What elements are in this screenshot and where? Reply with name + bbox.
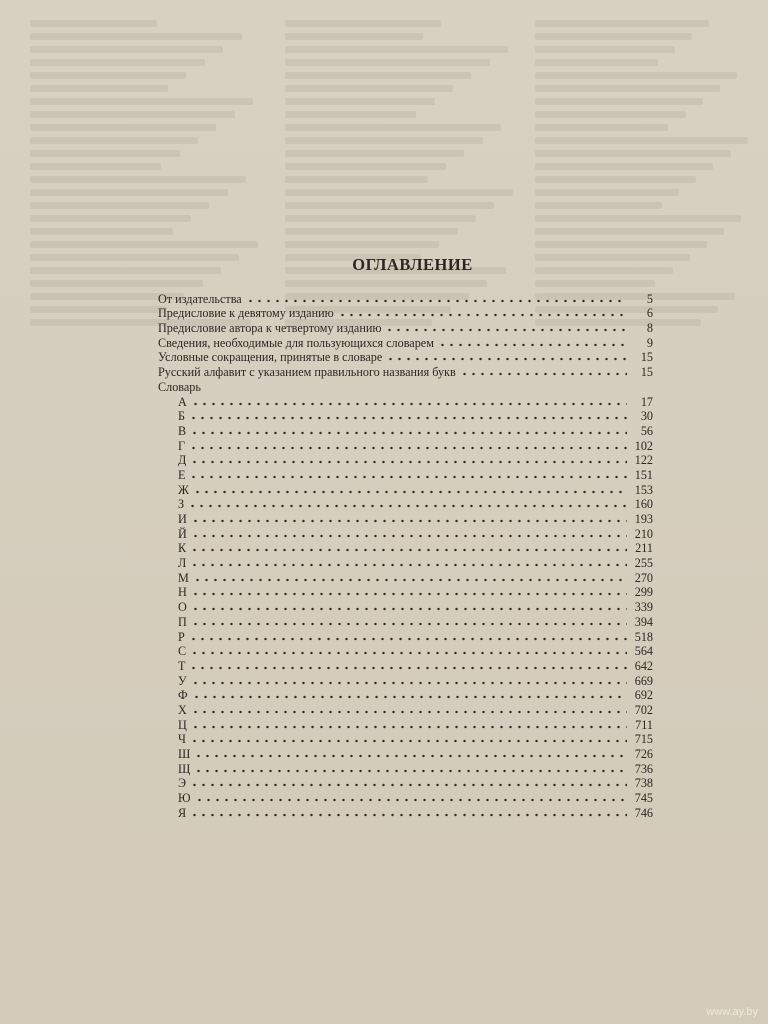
bleed-through-line <box>285 98 435 105</box>
toc-letter-label: П <box>178 614 187 629</box>
dot-leader <box>338 308 627 318</box>
dot-leader <box>191 587 627 597</box>
toc-letter-page: 702 <box>634 702 653 717</box>
bleed-through-line <box>285 20 441 27</box>
dot-leader <box>188 499 627 509</box>
dot-leader <box>190 558 627 568</box>
toc-letter-label: Ц <box>178 717 187 732</box>
bleed-through-line <box>30 59 205 66</box>
toc-letter-entry[interactable] <box>158 673 653 688</box>
toc-letter-entry[interactable] <box>158 482 653 497</box>
toc-letter-entry[interactable] <box>158 746 653 761</box>
toc-letter-page: 17 <box>640 394 653 409</box>
bleed-through-line <box>285 202 494 209</box>
bleed-through-line <box>285 241 439 248</box>
dot-leader <box>191 602 627 612</box>
toc-letter-entry[interactable] <box>158 423 653 438</box>
toc-letter-label: О <box>178 600 187 615</box>
bleed-through-line <box>535 241 707 248</box>
bleed-through-line <box>285 72 471 79</box>
bleed-through-line <box>285 46 508 53</box>
bleed-through-line <box>535 176 696 183</box>
bleed-through-line <box>535 98 703 105</box>
toc-letter-entry[interactable] <box>158 790 653 805</box>
toc-letter-entry[interactable] <box>158 599 653 614</box>
toc-letter-entry[interactable] <box>158 467 653 482</box>
bleed-through-line <box>30 85 168 92</box>
toc-letter-page: 210 <box>634 526 653 541</box>
dot-leader <box>190 646 627 656</box>
toc-letter-page: 102 <box>634 438 653 453</box>
dot-leader <box>438 338 627 348</box>
toc-letter-entry[interactable] <box>158 688 653 703</box>
bleed-through-line <box>285 215 476 222</box>
bleed-through-line <box>30 33 242 40</box>
toc-letter-page: 738 <box>634 776 653 791</box>
dot-leader <box>190 455 627 465</box>
toc-entry[interactable] <box>158 291 653 306</box>
dot-leader <box>191 397 627 407</box>
bleed-through-line <box>30 150 180 157</box>
dot-leader <box>191 720 627 730</box>
dot-leader <box>193 485 627 495</box>
toc-letter-entry[interactable] <box>158 555 653 570</box>
bleed-through-line <box>285 150 464 157</box>
dot-leader <box>190 808 627 818</box>
toc-entry[interactable] <box>158 350 653 365</box>
toc-letter-label: Ч <box>178 732 186 747</box>
bleed-through-line <box>535 85 720 92</box>
bleed-through-line <box>30 306 166 313</box>
bleed-through-line <box>30 189 228 196</box>
bleed-through-line <box>30 111 235 118</box>
watermark: www.ay.by <box>706 1006 758 1018</box>
bleed-through-line <box>285 137 483 144</box>
bleed-through-line <box>535 228 724 235</box>
bleed-through-line <box>285 176 428 183</box>
bleed-through-line <box>285 85 453 92</box>
toc-entry-label: Русский алфавит с указанием правильного названия букв <box>158 365 456 380</box>
bleed-through-line <box>535 20 709 27</box>
bleed-through-line <box>535 150 731 157</box>
toc-letter-page: 122 <box>634 453 653 468</box>
bleed-through-line <box>30 241 258 248</box>
toc-letter-page: 746 <box>634 805 653 820</box>
toc-entry-page: 9 <box>646 335 653 350</box>
toc-letter-page: 160 <box>634 497 653 512</box>
toc-entry-page: 15 <box>640 365 653 380</box>
toc-entry-label: Предисловие автора к четвертому изданию <box>158 321 382 336</box>
bleed-through-line <box>30 215 191 222</box>
toc-letter-page: 339 <box>634 600 653 615</box>
toc-entry-page: 5 <box>646 291 653 306</box>
dot-leader <box>192 690 627 700</box>
bleed-through-line <box>30 72 186 79</box>
toc-letter-entry[interactable] <box>158 541 653 556</box>
toc-letter-entry[interactable] <box>158 394 653 409</box>
toc-letter-label: Г <box>178 438 186 453</box>
toc-letter-label: Т <box>178 658 186 673</box>
toc-letter-label: Д <box>178 453 187 468</box>
toc-letter-label: А <box>178 394 187 409</box>
toc-letter-page: 211 <box>635 541 653 556</box>
toc-letter-label: Й <box>178 526 187 541</box>
bleed-through-line <box>30 202 209 209</box>
toc-letter-entry[interactable] <box>158 409 653 424</box>
toc-entry[interactable] <box>158 320 653 335</box>
toc-letter-label: Б <box>178 409 185 424</box>
bleed-through-line <box>535 46 675 53</box>
toc-letter-label: Ж <box>178 482 189 497</box>
bleed-through-line <box>535 33 692 40</box>
bleed-through-line <box>285 228 458 235</box>
bleed-through-line <box>30 163 161 170</box>
toc-letter-list <box>158 394 653 820</box>
toc-letter-entry[interactable] <box>158 453 653 468</box>
toc-entry-label: Предисловие к девятому изданию <box>158 306 334 321</box>
bleed-through-line <box>535 59 658 66</box>
bleed-through-line <box>30 98 253 105</box>
dot-leader <box>194 764 627 774</box>
toc-letter-label: Щ <box>178 761 191 776</box>
bleed-through-line <box>30 137 198 144</box>
toc-letter-label: Ю <box>178 791 191 806</box>
dot-leader <box>193 573 627 583</box>
toc-entry[interactable] <box>158 335 653 350</box>
toc-letter-entry[interactable] <box>158 702 653 717</box>
dot-leader <box>191 705 627 715</box>
toc-letter-page: 193 <box>634 512 653 526</box>
toc-letter-entry[interactable] <box>158 776 653 791</box>
toc-letter-label: Н <box>178 585 187 600</box>
dot-leader <box>191 529 627 539</box>
toc-letter-page: 642 <box>634 658 653 673</box>
bleed-through-line <box>30 124 216 131</box>
toc-letter-page: 153 <box>634 482 653 497</box>
dot-leader <box>385 323 627 333</box>
toc-letter-entry[interactable] <box>158 658 653 673</box>
dot-leader <box>189 632 627 642</box>
dot-leader <box>386 352 627 362</box>
bleed-through-line <box>30 46 223 53</box>
toc-entry[interactable] <box>158 379 653 394</box>
toc-entry-page: 15 <box>640 350 653 365</box>
toc-letter-entry[interactable] <box>158 761 653 776</box>
toc-letter-page: 270 <box>634 570 653 585</box>
bleed-through-line <box>285 189 513 196</box>
toc-title: ОГЛАВЛЕНИЕ <box>352 255 473 274</box>
dot-leader <box>190 734 627 744</box>
bleed-through-line <box>285 111 416 118</box>
bleed-through-line <box>30 20 157 27</box>
toc-letter-entry[interactable] <box>158 497 653 512</box>
dot-leader <box>189 470 627 480</box>
toc-letter-label: Ш <box>178 747 191 761</box>
toc-letter-entry[interactable] <box>158 585 653 600</box>
dot-leader <box>190 778 627 788</box>
dot-leader <box>246 294 627 304</box>
toc-entry-page: 6 <box>646 306 653 321</box>
toc-letter-entry[interactable] <box>158 805 653 820</box>
toc-letter-label: З <box>178 497 185 512</box>
dot-leader <box>190 426 627 436</box>
toc-entry-label: Условные сокращения, принятые в словаре <box>158 350 383 365</box>
dot-leader <box>191 676 627 686</box>
dot-leader <box>460 367 627 377</box>
toc-letter-page: 715 <box>634 732 653 747</box>
toc-entry-label: Сведения, необходимые для пользующихся словарем <box>158 335 434 350</box>
toc-letter-entry[interactable] <box>158 614 653 629</box>
toc-letter-page: 299 <box>634 585 653 600</box>
dot-leader <box>189 411 627 421</box>
toc-letter-page: 56 <box>640 423 653 438</box>
toc-letter-entry[interactable] <box>158 526 653 541</box>
toc-entry[interactable] <box>158 364 653 379</box>
toc-letter-entry[interactable] <box>158 717 653 732</box>
toc-entry[interactable] <box>158 306 653 321</box>
dot-leader <box>195 793 627 803</box>
bleed-through-line <box>535 163 713 170</box>
bleed-through-line <box>285 33 423 40</box>
bleed-through-line <box>535 72 737 79</box>
dot-leader <box>189 661 627 671</box>
toc-letter-page: 30 <box>640 409 653 424</box>
toc-letter-page: 518 <box>634 629 653 644</box>
toc-letter-label: Е <box>178 467 186 482</box>
bleed-through-line <box>535 202 662 209</box>
toc-letter-entry[interactable] <box>158 570 653 585</box>
dot-leader <box>191 617 627 627</box>
toc-letter-label: Л <box>178 556 187 571</box>
toc-letter-entry[interactable] <box>158 732 653 747</box>
bleed-through-line <box>535 215 741 222</box>
dot-leader <box>189 441 627 451</box>
toc-letter-page: 726 <box>634 747 653 761</box>
toc-letter-page: 745 <box>634 791 653 806</box>
dot-leader <box>194 749 627 759</box>
toc-letter-label: Э <box>178 776 187 791</box>
toc-letter-label: Ф <box>178 688 188 703</box>
toc-letter-page: 255 <box>634 556 653 571</box>
dot-leader <box>190 543 627 553</box>
toc-letter-label: И <box>178 512 187 526</box>
toc-letter-label: К <box>178 541 187 556</box>
toc-letter-page: 669 <box>634 673 653 688</box>
bleed-through-line <box>30 228 173 235</box>
toc-letter-entry[interactable] <box>158 438 653 453</box>
bleed-through-line <box>535 137 748 144</box>
toc-letter-entry[interactable] <box>158 644 653 659</box>
toc-letter-entry[interactable] <box>158 511 653 526</box>
table-of-contents <box>158 255 653 820</box>
toc-letter-label: М <box>178 570 189 585</box>
toc-letter-entry[interactable] <box>158 629 653 644</box>
toc-letter-label: Р <box>178 629 185 644</box>
bleed-through-line <box>535 124 668 131</box>
bleed-through-line <box>285 163 446 170</box>
dot-leader <box>191 514 627 524</box>
toc-letter-page: 736 <box>634 761 653 776</box>
toc-letter-page: 692 <box>634 688 653 703</box>
bleed-through-line <box>535 111 686 118</box>
toc-entries <box>158 291 653 394</box>
dot-leader <box>205 382 627 392</box>
toc-entry-page: 8 <box>646 321 653 336</box>
toc-letter-page: 394 <box>634 614 653 629</box>
bleed-through-line <box>285 59 490 66</box>
bleed-through-line <box>30 176 246 183</box>
toc-letter-label: В <box>178 423 187 438</box>
bleed-through-line <box>535 189 679 196</box>
toc-letter-label: Я <box>178 805 187 820</box>
toc-letter-page: 564 <box>634 644 653 659</box>
toc-letter-label: С <box>178 644 187 659</box>
toc-letter-label: Х <box>178 702 187 717</box>
bleed-through-line <box>285 124 501 131</box>
toc-entry-label: Словарь <box>158 379 201 394</box>
toc-letter-label: У <box>178 673 187 688</box>
toc-letter-page: 151 <box>634 467 653 482</box>
toc-entry-label: От издательства <box>158 291 242 306</box>
toc-letter-page: 711 <box>635 717 653 732</box>
